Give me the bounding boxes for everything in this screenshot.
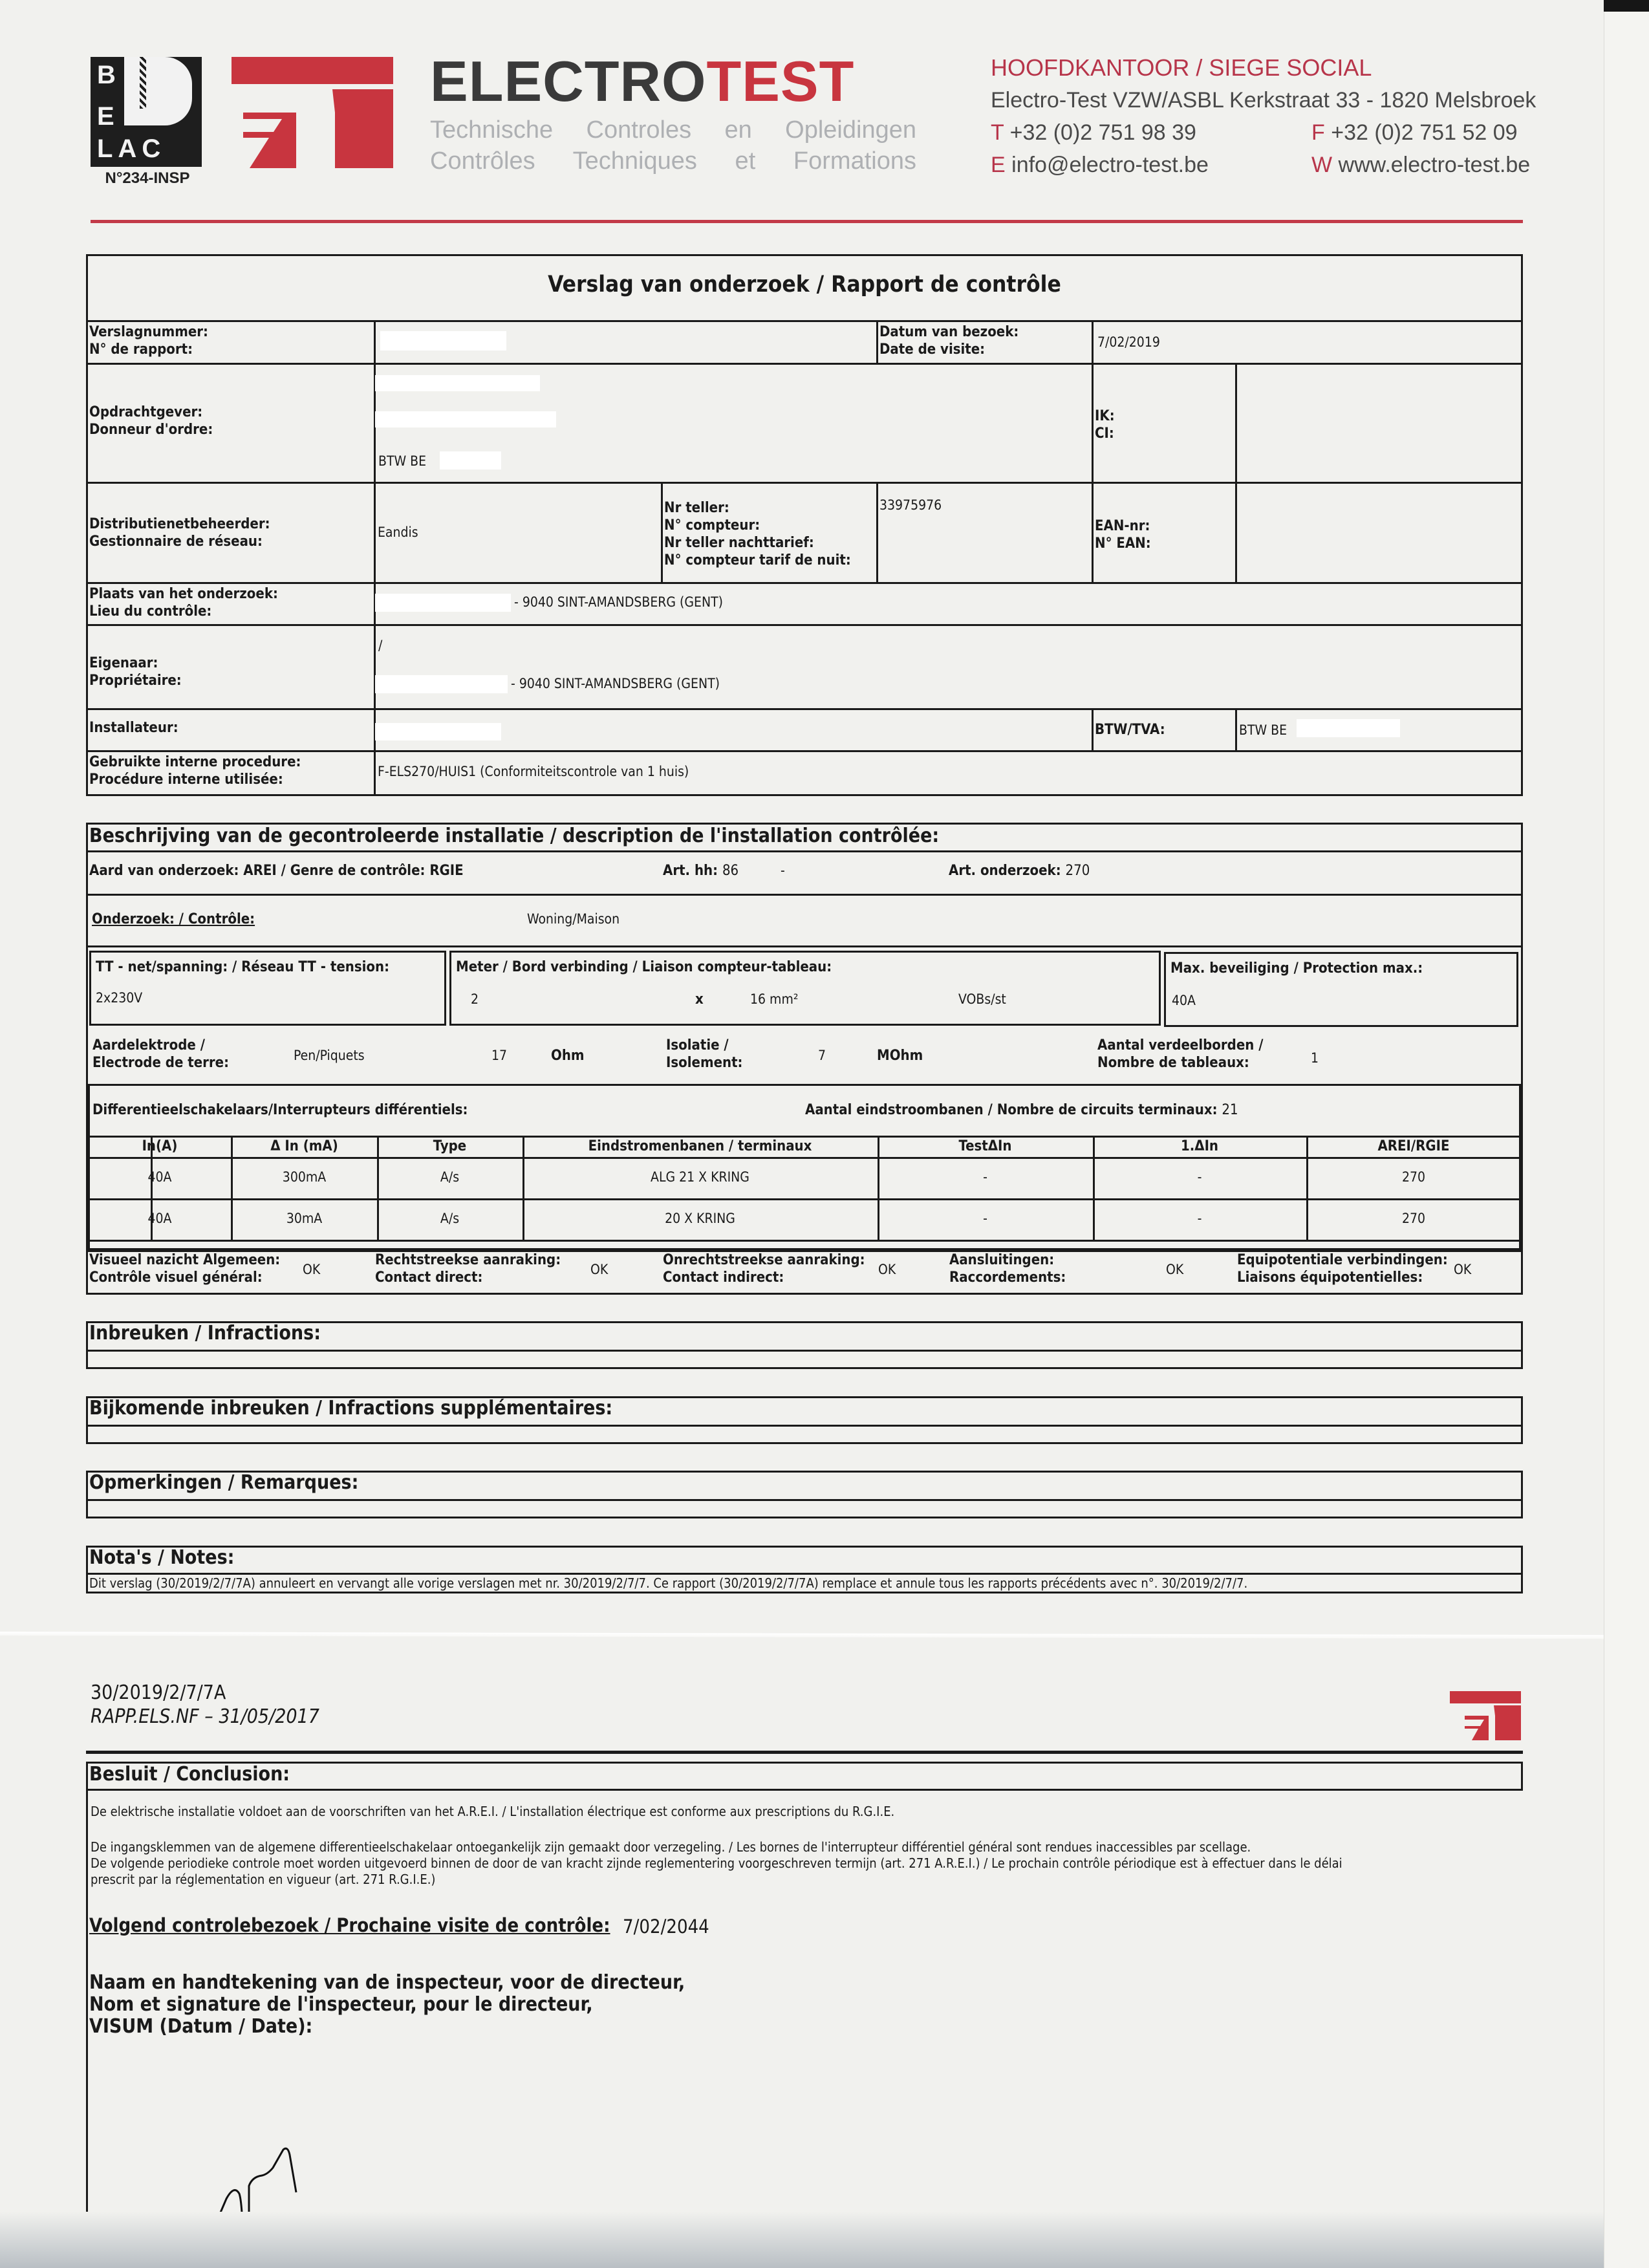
art-label: Art. onderzoek: [949, 863, 1061, 879]
signature-line-1: Naam en handtekening van de inspecteur, voor de directeur, [89, 1971, 685, 1994]
label-fr: N° EAN: [1095, 535, 1151, 552]
meter-link-count: 2 [471, 991, 479, 1007]
label-nl: Isolatie / [666, 1037, 729, 1053]
electrotest-small-logo-icon [1450, 1691, 1521, 1740]
circuits-value: 21 [1222, 1102, 1238, 1118]
check-visual-value: OK [303, 1262, 321, 1277]
owner-label [89, 654, 182, 689]
label-nl: Aansluitingen: [949, 1252, 1055, 1268]
redacted-installer [375, 723, 501, 740]
visit-date-value: 7/02/2019 [1097, 334, 1160, 350]
col-in: In(A) [142, 1138, 178, 1154]
electrode-label [92, 1037, 229, 1072]
label-fr: Date de visite: [879, 341, 986, 358]
conclusion-line-3: De volgende periodieke controle moet worden uitgevoerd binnen de door de van kracht zijnde reglementering voorgeschreven termijn (art. 271 A.R.E.I.) / Le prochain contrôle périodique est à effectuer dans le délai [91, 1855, 1342, 1871]
notes-value: Dit verslag (30/2019/2/7/7A) annuleert en vervangt alle vorige verslagen met nr. 30/2019/2/7/7. Ce rapport (30/2019/2/7/7A) remplace et annule tous les rapports précédents avec n°. 30/2019/2/7/7. [89, 1575, 1248, 1591]
cell: - [983, 1169, 987, 1185]
procedure-label [89, 753, 301, 788]
label-1: N° compteur: [664, 517, 760, 534]
owner-line1: / [378, 638, 383, 653]
redacted-client-address [375, 411, 556, 427]
art-hh-value: 86 [722, 863, 739, 879]
label-ik: IK: [1095, 408, 1115, 424]
boards-value: 1 [1311, 1050, 1319, 1066]
web-link[interactable]: www.electro-test.be [1338, 153, 1531, 177]
visit-date-label [879, 323, 1018, 358]
art-hh-label: Art. hh: [663, 863, 718, 879]
label-fr: Isolement: [666, 1055, 743, 1071]
meter-value: 33975976 [879, 497, 942, 513]
phone-value: +32 (0)2 751 98 39 [1009, 120, 1196, 145]
accreditation-number: N°234-INSP [105, 169, 190, 187]
conclusion-title: Besluit / Conclusion: [89, 1763, 290, 1786]
col-circuits: Eindstromenbanen / terminaux [588, 1138, 812, 1154]
signature-line-2: Nom et signature de l'inspecteur, pour le directeur, [89, 1993, 593, 2016]
cell: 40A [147, 1169, 172, 1185]
label-fr: Contact direct: [375, 1269, 483, 1286]
conclusion-header [86, 1762, 1523, 1791]
installer-vat-label: BTW/TVA: [1095, 722, 1165, 738]
scan-shadow [0, 2212, 1604, 2268]
redacted-report-number [380, 331, 506, 351]
conclusion-line-4: prescrit par la réglementation en vigueur (art. 271 R.G.I.E.) [91, 1872, 436, 1887]
meter-link-type: VOBs/st [958, 991, 1006, 1007]
art-value: 270 [1065, 863, 1090, 879]
cell: 300mA [282, 1169, 327, 1185]
insulation-unit: MOhm [877, 1048, 923, 1064]
conclusion-line-2: De ingangsklemmen van de algemene differentieelschakelaar ontoegankelijk zijn gemaakt door verzegeling. / Les bornes de l'interrupteur différentiel général sont rendues inaccessibles par scellage. [91, 1839, 1251, 1855]
fax-value: +32 (0)2 751 52 09 [1331, 120, 1518, 145]
label-fr: Electrode de terre: [92, 1055, 230, 1071]
label-3: N° compteur tarif de nuit: [664, 552, 851, 568]
office-web [1311, 153, 1530, 178]
meter-link-section: 16 mm² [750, 991, 799, 1007]
boards-label [1097, 1037, 1263, 1072]
check-equipotential-value: OK [1454, 1262, 1472, 1277]
meter-link-x: x [695, 991, 704, 1008]
label-fr: Propriétaire: [89, 673, 182, 689]
label-nl: Opdrachtgever: [89, 404, 203, 420]
network-label: TT - net/spanning: / Réseau TT - tension: [96, 959, 390, 975]
cell: 40A [147, 1211, 172, 1226]
label-fr: Lieu du contrôle: [89, 603, 212, 620]
notes-title: Nota's / Notes: [89, 1546, 235, 1569]
check-connections-value: OK [1166, 1262, 1184, 1277]
cell: - [983, 1211, 987, 1226]
control-label: Onderzoek: / Contrôle: [92, 911, 255, 927]
label-nl: EAN-nr: [1095, 518, 1150, 534]
redacted-installer-vat [1297, 719, 1400, 737]
office-email [991, 153, 1209, 178]
belac-logo [91, 57, 202, 167]
web-icon: W [1311, 153, 1333, 177]
redacted-client-name [375, 375, 540, 391]
cell: 20 X KRING [665, 1211, 735, 1226]
form-ref: RAPP.ELS.NF – 31/05/2017 [91, 1705, 319, 1728]
installation-title: Beschrijving van de gecontroleerde installatie / description de l'installation contrôlée: [89, 825, 940, 847]
check-equipotential [1237, 1251, 1448, 1286]
label-fr: Gestionnaire de réseau: [89, 534, 263, 550]
meter-labels [664, 499, 851, 569]
label-nl: Onrechtstreekse aanraking: [663, 1252, 865, 1268]
brand-name [430, 49, 855, 113]
email-link[interactable]: info@electro-test.be [1011, 153, 1209, 177]
electrode-value: 17 [491, 1048, 508, 1063]
label-nl: Eigenaar: [89, 655, 158, 671]
control-type: Aard van onderzoek: AREI / Genre de contrôle: RGIE [89, 863, 464, 879]
label-fr: N° de rapport: [89, 341, 193, 358]
email-icon: E [991, 153, 1006, 177]
label-nl: Distributienetbeheerder: [89, 516, 270, 532]
label-fr: Raccordements: [949, 1269, 1066, 1286]
col-delta-in: Δ In (mA) [270, 1138, 338, 1154]
cell: - [1197, 1211, 1202, 1226]
next-visit-label: Volgend controlebezoek / Prochaine visite de contrôle: [89, 1914, 610, 1936]
tagline-fr: Contrôles Techniques et Formations [430, 147, 916, 175]
electrotest-logo-icon [232, 57, 393, 168]
belac-letter-e: E [97, 102, 114, 131]
label-nl: Verslagnummer: [89, 324, 208, 340]
label-nl: Equipotentiale verbindingen: [1237, 1252, 1448, 1268]
label-fr: Liaisons équipotentielles: [1237, 1269, 1423, 1286]
procedure-value: F-ELS270/HUIS1 (Conformiteitscontrole van 1 huis) [378, 764, 689, 779]
label-fr: Contrôle visuel général: [89, 1269, 263, 1286]
check-direct-value: OK [590, 1262, 609, 1277]
art-onderzoek [949, 862, 1090, 880]
cell: 270 [1401, 1211, 1426, 1226]
phone-icon: T [991, 120, 1004, 145]
remarks-title: Opmerkingen / Remarques: [89, 1471, 359, 1494]
vat-prefix: BTW BE [378, 453, 427, 469]
check-visual [89, 1251, 280, 1286]
installer-vat: BTW BE [1239, 722, 1288, 738]
office-fax [1311, 120, 1518, 146]
office-address: Electro-Test VZW/ASBL Kerkstraat 33 - 1820 Melsbroek [991, 88, 1536, 113]
label-fr: Contact indirect: [663, 1269, 784, 1286]
check-indirect-value: OK [878, 1262, 896, 1277]
infractions-title: Inbreuken / Infractions: [89, 1322, 321, 1345]
installer-label: Installateur: [89, 720, 178, 736]
report-title: Verslag van onderzoek / Rapport de contrôle [548, 272, 1061, 297]
belac-letters-lac: LAC [97, 135, 166, 163]
col-test: TestΔIn [958, 1138, 1012, 1154]
label-fr: Nombre de tableaux: [1097, 1055, 1249, 1071]
next-visit-value: 7/02/2044 [623, 1916, 709, 1938]
redacted-owner-street [375, 675, 508, 693]
fax-icon: F [1311, 120, 1325, 145]
brand-red: TEST [706, 49, 855, 113]
check-direct [375, 1251, 561, 1286]
cell: - [1197, 1169, 1202, 1185]
col-type: Type [433, 1138, 467, 1154]
tagline-nl: Technische Controles en Opleidingen [430, 116, 916, 144]
label-fr: Procédure interne utilisée: [89, 772, 283, 788]
ik-label [1095, 407, 1115, 442]
col-1-delta: 1.ΔIn [1180, 1138, 1219, 1154]
signature-line-3: VISUM (Datum / Date): [89, 2015, 313, 2038]
circuits-label [805, 1101, 1238, 1119]
redacted-location-street [375, 594, 511, 612]
office-title: HOOFDKANTOOR / SIEGE SOCIAL [991, 54, 1372, 81]
art-hh-dash: - [781, 863, 785, 878]
network-value: 2x230V [96, 990, 143, 1006]
label-nl: Plaats van het onderzoek: [89, 586, 278, 602]
protection-value: 40A [1172, 993, 1196, 1008]
brand-dark: ELECTRO [430, 49, 707, 113]
label-ci: CI: [1095, 426, 1114, 442]
electrode-unit: Ohm [551, 1048, 585, 1064]
ean-label [1095, 517, 1151, 552]
location-label [89, 585, 278, 620]
label-nl: Gebruikte interne procedure: [89, 754, 301, 770]
label-0: Nr teller: [664, 500, 729, 516]
cell: 270 [1401, 1169, 1426, 1185]
meter-link-label: Meter / Bord verbinding / Liaison compteur-tableau: [456, 959, 832, 975]
rcd-label: Differentieelschakelaars/Interrupteurs différentiels: [92, 1102, 468, 1118]
extra-infractions-title: Bijkomende inbreuken / Infractions supplémentaires: [89, 1397, 613, 1420]
cell: ALG 21 X KRING [651, 1169, 749, 1185]
client-label [89, 404, 213, 438]
control-value: Woning/Maison [527, 911, 620, 927]
report-number-label [89, 323, 208, 358]
insulation-label [666, 1037, 742, 1072]
report-ref: 30/2019/2/7/7A [91, 1681, 226, 1704]
check-indirect [663, 1251, 865, 1286]
insulation-value: 7 [818, 1048, 826, 1063]
label-nl: Visueel nazicht Algemeen: [89, 1252, 281, 1268]
label-nl: Aardelektrode / [92, 1037, 205, 1053]
label-nl: Rechtstreekse aanraking: [375, 1252, 561, 1268]
conclusion-line-1: De elektrische installatie voldoet aan de voorschriften van het A.R.E.I. / L'installation électrique est conforme aux prescriptions du R.G.I.E. [91, 1804, 895, 1819]
client-vat [378, 453, 426, 470]
location-value: - 9040 SINT-AMANDSBERG (GENT) [514, 594, 724, 610]
grid-operator-value: Eandis [378, 524, 418, 540]
header-divider [91, 220, 1523, 223]
protection-label: Max. beveiliging / Protection max.: [1170, 960, 1423, 977]
office-phone [991, 120, 1196, 146]
cell: A/s [440, 1169, 460, 1185]
col-arei: AREI/RGIE [1377, 1138, 1450, 1154]
label-nl: Datum van bezoek: [879, 324, 1019, 340]
grid-operator-label [89, 515, 270, 550]
scan-corner [1604, 0, 1649, 12]
belac-letter-b: B [97, 61, 116, 89]
page-fold [0, 1632, 1604, 1639]
label-nl: Aantal verdeelborden / [1097, 1037, 1264, 1053]
art-hh [663, 862, 738, 880]
circuits-text: Aantal eindstroombanen / Nombre de circuits terminaux: [805, 1102, 1218, 1118]
owner-value: - 9040 SINT-AMANDSBERG (GENT) [511, 676, 720, 691]
label-2: Nr teller nachttarief: [664, 535, 814, 551]
belac-b-shape [124, 57, 192, 125]
redacted-client-vat [440, 451, 501, 470]
electrode-type: Pen/Piquets [294, 1048, 365, 1063]
label-fr: Donneur d'ordre: [89, 422, 213, 438]
page-edge [1604, 0, 1649, 2268]
cell: A/s [440, 1211, 460, 1226]
check-connections [949, 1251, 1066, 1286]
cell: 30mA [286, 1211, 323, 1226]
